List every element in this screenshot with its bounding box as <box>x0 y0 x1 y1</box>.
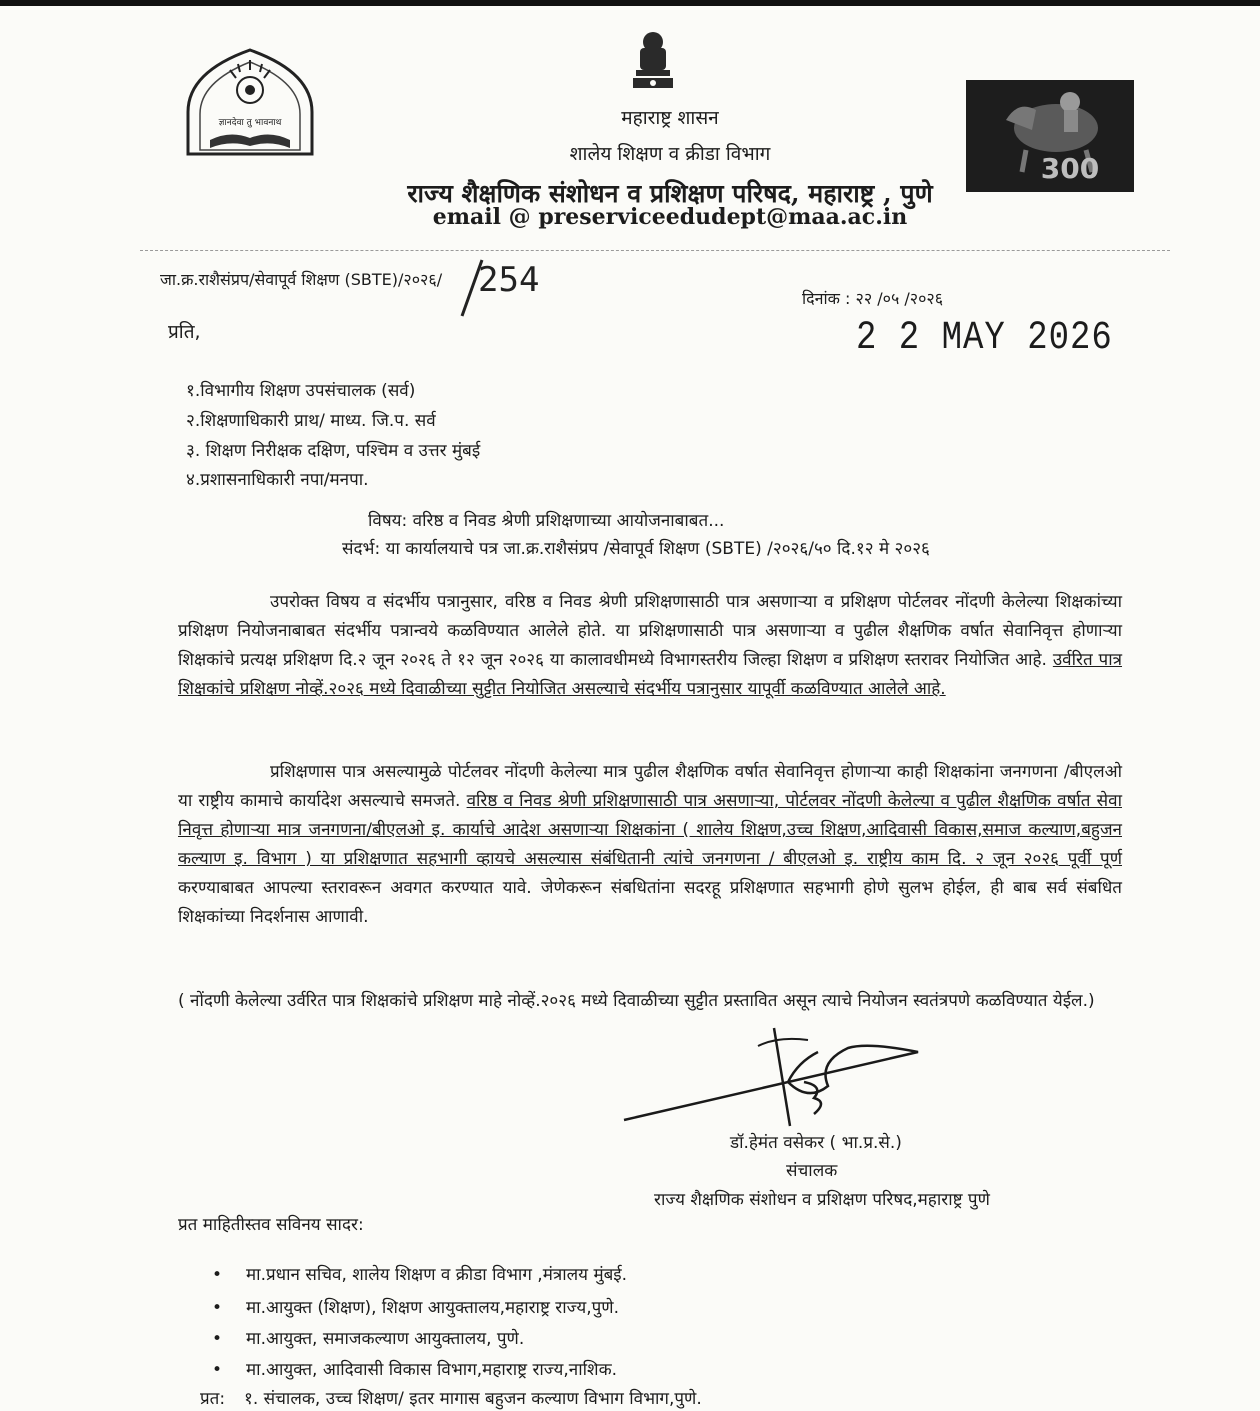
copy-list-item <box>212 1262 627 1285</box>
para1-underlined-text: उर्वरित पात्र शिक्षकांचे प्रशिक्षण नोव्हें.२०२६ मध्ये दिवाळीच्या सुट्टीत नियोजित असल्याचे संदर्भीय पत्रानुसार यापूर्वी कळविण्यात आलेले आहे. <box>178 650 1123 699</box>
header-email: email @ preserviceedudept@maa.ac.in <box>432 204 908 230</box>
header-line-1: महाराष्ट्र शासन <box>621 107 719 129</box>
national-emblem-icon <box>628 28 678 92</box>
para2-end-text: करण्याबाबत आपल्या स्तरावरून अवगत करण्यात यावे. जेणेकरून संबधितांना सदरहू प्रशिक्षणात सहभागी होणे सुलभ होईल, ही बाब सर्व संबधित शिक्षकांच्या निदर्शनास आणावी. <box>178 878 1122 927</box>
subject-line: विषय: वरिष्ठ व निवड श्रेणी प्रशिक्षणाच्या आयोजनाबाबत... <box>368 511 725 531</box>
date-label: दिनांक : २२ /०५ /२०२६ <box>802 289 944 308</box>
bullet-icon: • <box>212 1329 223 1349</box>
signatory-office: राज्य शैक्षणिक संशोधन व प्रशिक्षण परिषद,महाराष्ट्र पुणे <box>654 1190 990 1210</box>
signatory-designation: संचालक <box>786 1161 838 1181</box>
body-paragraph-3 <box>178 987 1122 1016</box>
copy-item-text: मा.आयुक्त, आदिवासी विकास विभाग,महाराष्ट्र राज्य,नाशिक. <box>246 1360 618 1380</box>
body-paragraph-1 <box>178 588 1122 704</box>
header-divider <box>140 250 1170 251</box>
signature-icon <box>618 1022 948 1132</box>
copy-list-item <box>212 1295 619 1318</box>
reference-line: संदर्भ: या कार्यालयाचे पत्र जा.क्र.राशैसंप्रप /सेवापूर्व शिक्षण (SBTE) /२०२६/५० दि.१२ मे २०२६ <box>342 539 930 559</box>
copy-list-item <box>212 1326 524 1349</box>
letter-ref-number: जा.क्र.राशैसंप्रप/सेवापूर्व शिक्षण (SBTE)/२०२६/ <box>160 270 443 289</box>
logo-motto: ज्ञानदेवा तु भावनाथ <box>218 118 282 128</box>
handwritten-ref-number: 254 <box>478 260 540 300</box>
para2-underlined-text: वरिष्ठ व निवड श्रेणी प्रशिक्षणासाठी पात्र असणाऱ्या, पोर्टलवर नोंदणी केलेल्या व पुढील शैक्षणिक वर्षात सेवा निवृत्त होणाऱ्या मात्र जनगणना/बीएलओ इ. कार्याचे आदेश असणाऱ्या शिक्षकांना ( शालेय शिक्षण,उच्च शिक्षण,आदिवासी विकास,समाज कल्याण,बहुजन कल्याण इ. विभाग ) या प्रशिक्षणात सहभागी व्हायचे असल्यास संबंधितानी त्यांचे जनगणना / बीएलओ इ. राष्ट्रीय काम दि. २ जून २०२६ पूर्वी पूर्ण <box>178 791 1122 869</box>
recipient-item: ४.प्रशासनाधिकारी नपा/मनपा. <box>186 470 369 490</box>
copy-list-item <box>212 1357 617 1380</box>
copy-prat-label: प्रत: <box>200 1389 226 1409</box>
para1-text: उपरोक्त विषय व संदर्भीय पत्रानुसार, वरिष्ठ व निवड श्रेणी प्रशिक्षणासाठी पात्र असणाऱ्या व प्रशिक्षण पोर्टलवर नोंदणी केलेल्या शिक्षकांच्या प्रशिक्षण नियोजनाबाबत संदर्भीय पत्रान्वये कळविण्यात आलेले होते. या प्रशिक्षणासाठी पात्र असणाऱ्या व पुढील शैक्षणिक वर्षात सेवानिवृत्त होणाऱ्या शिक्षकांचे प्रत्यक्ष प्रशिक्षण दि.२ जून २०२६ ते १२ जून २०२६ या कालावधीमध्ये विभागस्तरीय जिल्हा शिक्षण व प्रशिक्षण स्तरावर नियोजित आहे. <box>178 592 1122 670</box>
recipient-item: १.विभागीय शिक्षण उपसंचालक (सर्व) <box>186 381 416 401</box>
copy-item-text: मा.आयुक्त (शिक्षण), शिक्षण आयुक्तालय,महाराष्ट्र राज्य,पुणे. <box>246 1298 619 1318</box>
date-stamp: 2 2 MAY 2026 <box>856 316 1113 361</box>
bullet-icon: • <box>212 1265 223 1285</box>
body-paragraph-2 <box>178 758 1122 932</box>
copy-prat-item: १. संचालक, उच्च शिक्षण/ इतर मागास बहुजन कल्याण विभाग विभाग,पुणे. <box>244 1389 702 1409</box>
recipient-item: २.शिक्षणाधिकारी प्राथ/ माध्य. जि.प. सर्व <box>186 411 436 431</box>
header-line-3: राज्य शैक्षणिक संशोधन व प्रशिक्षण परिषद, महाराष्ट्र , पुणे <box>407 179 933 208</box>
bullet-icon: • <box>212 1360 223 1380</box>
para2-text: प्रशिक्षणास पात्र असल्यामुळे पोर्टलवर नोंदणी केलेल्या मात्र पुढील शैक्षणिक वर्षात सेवानिवृत्त होणाऱ्या काही शिक्षकांना जनगणना /बीएलओ या राष्ट्रीय कामाचे कार्यादेश असल्याचे समजते. <box>178 762 1122 811</box>
copy-item-text: मा.प्रधान सचिव, शालेय शिक्षण व क्रीडा विभाग ,मंत्रालय मुंबई. <box>246 1265 628 1285</box>
recipient-item: ३. शिक्षण निरीक्षक दक्षिण, पश्चिम व उत्तर मुंबई <box>186 441 481 461</box>
para3-text: ( नोंदणी केलेल्या उर्वरित पात्र शिक्षकांचे प्रशिक्षण माहे नोव्हें.२०२६ मध्ये दिवाळीच्या सुट्टीत प्रस्तावित असून त्याचे नियोजन स्वतंत्रपणे कळविण्यात येईल.) <box>178 991 1095 1011</box>
copy-item-text: मा.आयुक्त, समाजकल्याण आयुक्तालय, पुणे. <box>246 1329 525 1349</box>
logo-number: 300 <box>1040 152 1100 185</box>
signatory-name: डॉ.हेमंत वसेकर ( भा.प्र.से.) <box>730 1133 902 1153</box>
copy-heading: प्रत माहितीस्तव सविनय सादर: <box>178 1215 364 1235</box>
top-border <box>0 0 1260 6</box>
to-label: प्रति, <box>168 321 201 343</box>
bullet-icon: • <box>212 1298 223 1318</box>
header-line-2: शालेय शिक्षण व क्रीडा विभाग <box>569 143 771 165</box>
